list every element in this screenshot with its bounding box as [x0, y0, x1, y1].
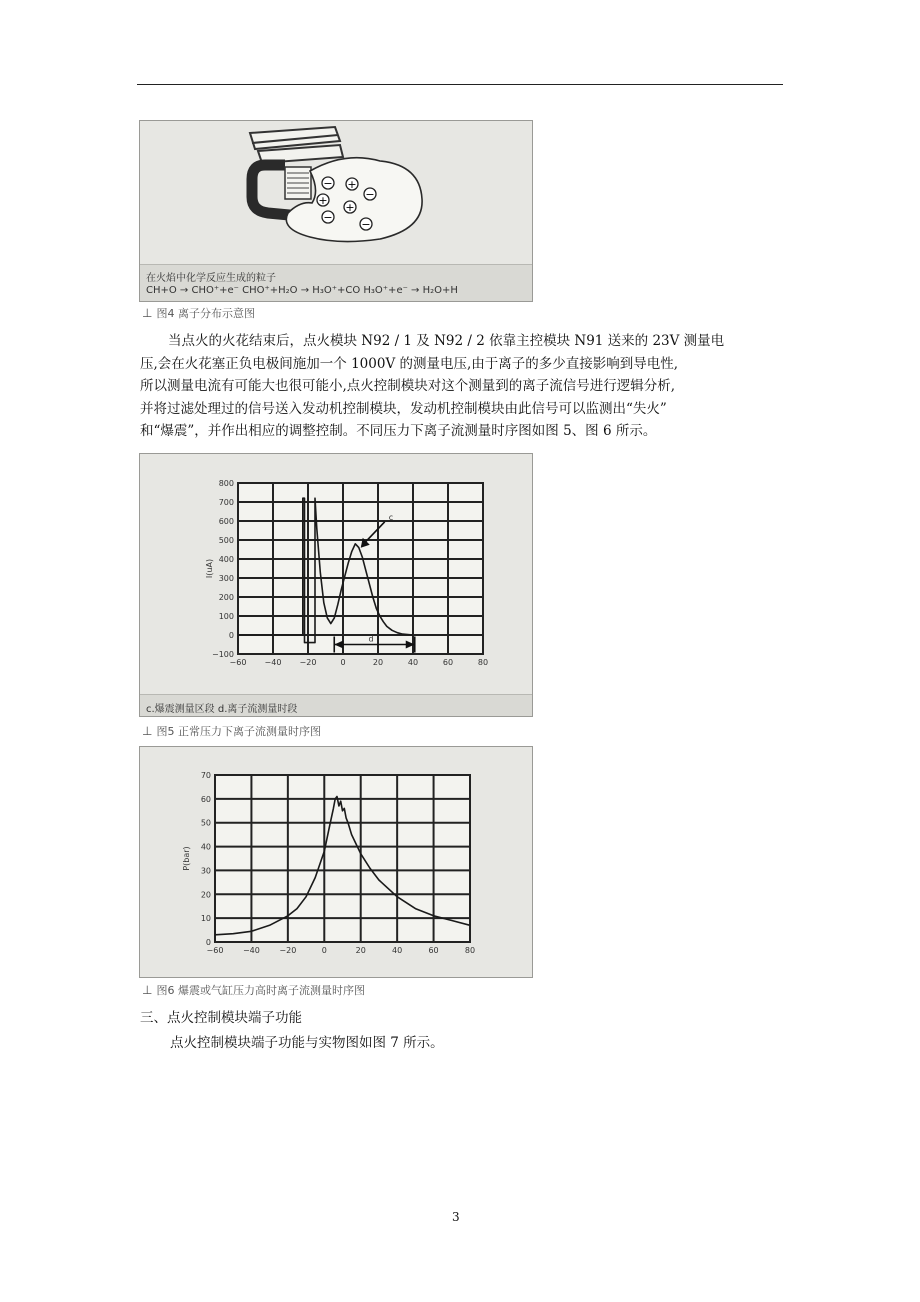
y-tick-label: 70: [200, 771, 211, 780]
figure-5-chart: [139, 453, 533, 717]
y-tick-label: 10: [200, 914, 211, 924]
paragraph-line: 压,会在火花塞正负电极间施加一个 1000V 的测量电压,由于离子的多少直接影响到导电性,: [140, 355, 679, 372]
paragraph-line: 当点火的火花结束后，点火模块 N92 / 1 及 N92 / 2 依靠主控模块 N91 送来的 23V 测量电: [168, 333, 725, 349]
svg-text:+: +: [345, 201, 355, 214]
figure-4-reaction-band: [140, 264, 532, 302]
y-tick-label: 50: [200, 818, 211, 828]
x-tick-label: −40: [264, 658, 282, 667]
y-tick-label: 20: [200, 890, 211, 900]
x-tick-label: 60: [442, 658, 454, 667]
x-tick-label: 80: [477, 658, 489, 667]
figure-5-legend-band: [140, 694, 532, 717]
spark-plug-icon: [250, 127, 343, 163]
figure-4-ion-distribution: [139, 120, 533, 302]
section-intro: 点火控制模块端子功能与实物图如图 7 所示。: [170, 1035, 444, 1051]
figure-5-caption-text: 图5 正常压力下离子流测量时序图: [156, 725, 321, 738]
figure-4-caption: [142, 305, 255, 321]
svg-text:−: −: [323, 211, 333, 224]
y-tick-label: 300: [218, 574, 234, 583]
x-tick-label: 80: [464, 946, 476, 955]
y-axis-label: I(uA): [205, 558, 214, 579]
reaction-equations: CH+O → CHO⁺+e⁻ CHO⁺+H₂O → H₃O⁺+CO H₃O⁺+e⁻ → H₂O+H: [146, 285, 458, 296]
page-number: 3: [452, 1210, 460, 1224]
y-tick-label: 600: [218, 517, 234, 526]
section-heading: 三、点火控制模块端子功能: [140, 1010, 302, 1026]
header-rule: [137, 84, 783, 85]
svg-text:−: −: [361, 218, 371, 231]
figure-6-caption-text: 图6 爆震或气缸压力高时离子流测量时序图: [156, 984, 365, 997]
y-tick-label: 0: [205, 938, 211, 947]
x-tick-label: 60: [428, 946, 439, 955]
x-tick-label: −60: [229, 658, 247, 667]
plot-area: [215, 775, 470, 942]
x-tick-label: 40: [407, 658, 419, 667]
y-tick-label: 400: [218, 555, 234, 564]
cylinder-pressure-chart: [140, 747, 532, 977]
y-tick-label: 700: [218, 498, 234, 507]
annotation-c-label: c: [388, 512, 394, 522]
x-tick-label: −40: [242, 946, 260, 955]
figure-5-caption: [142, 723, 321, 739]
x-tick-label: 0: [321, 946, 327, 955]
x-tick-label: 20: [355, 946, 366, 955]
body-paragraph: [140, 330, 790, 443]
caption-marker: ⊥: [142, 306, 153, 320]
y-tick-label: −100: [212, 650, 234, 659]
ion-current-chart: [140, 454, 532, 694]
x-tick-label: 0: [340, 658, 346, 667]
paragraph-line: 并将过滤处理过的信号送入发动机控制模块，发动机控制模块由此信号可以监测出“失火”: [140, 400, 667, 417]
x-tick-label: 20: [372, 658, 384, 667]
y-tick-label: 800: [218, 479, 234, 488]
paragraph-line: 所以测量电流有可能大也很可能小,点火控制模块对这个测量到的离子流信号进行逻辑分析,: [140, 378, 676, 394]
y-tick-label: 60: [200, 794, 211, 804]
x-tick-label: 40: [392, 946, 403, 955]
figure-4-caption-text: 图4 离子分布示意图: [156, 307, 255, 320]
plot-area: [238, 483, 483, 654]
y-tick-label: 40: [200, 842, 211, 852]
figure-6-chart: [139, 746, 533, 978]
svg-text:−: −: [365, 188, 375, 201]
reaction-band-title: 在火焰中化学反应生成的粒子: [146, 273, 276, 284]
svg-text:−: −: [323, 177, 333, 190]
y-tick-label: 200: [218, 593, 234, 602]
y-tick-label: 500: [218, 536, 234, 545]
paragraph-line: 和“爆震”，并作出相应的调整控制。不同压力下离子流测量时序图如图 5、图 6 所示。: [140, 423, 657, 439]
figure-6-caption: [142, 982, 365, 998]
figure-5-legend: c.爆震测量区段 d.离子流测量时段: [146, 704, 298, 715]
caption-marker: ⊥: [142, 983, 153, 997]
caption-marker: ⊥: [142, 724, 153, 738]
svg-text:+: +: [347, 178, 357, 191]
x-tick-label: −20: [299, 658, 317, 667]
x-tick-label: −20: [279, 946, 297, 955]
annotation-d-label: d: [368, 634, 374, 644]
y-tick-label: 100: [218, 612, 234, 621]
svg-text:+: +: [318, 194, 328, 207]
y-axis-label: P(bar): [182, 846, 191, 871]
y-tick-label: 30: [200, 866, 211, 876]
y-tick-label: 0: [228, 631, 234, 640]
x-tick-label: −60: [206, 946, 224, 955]
